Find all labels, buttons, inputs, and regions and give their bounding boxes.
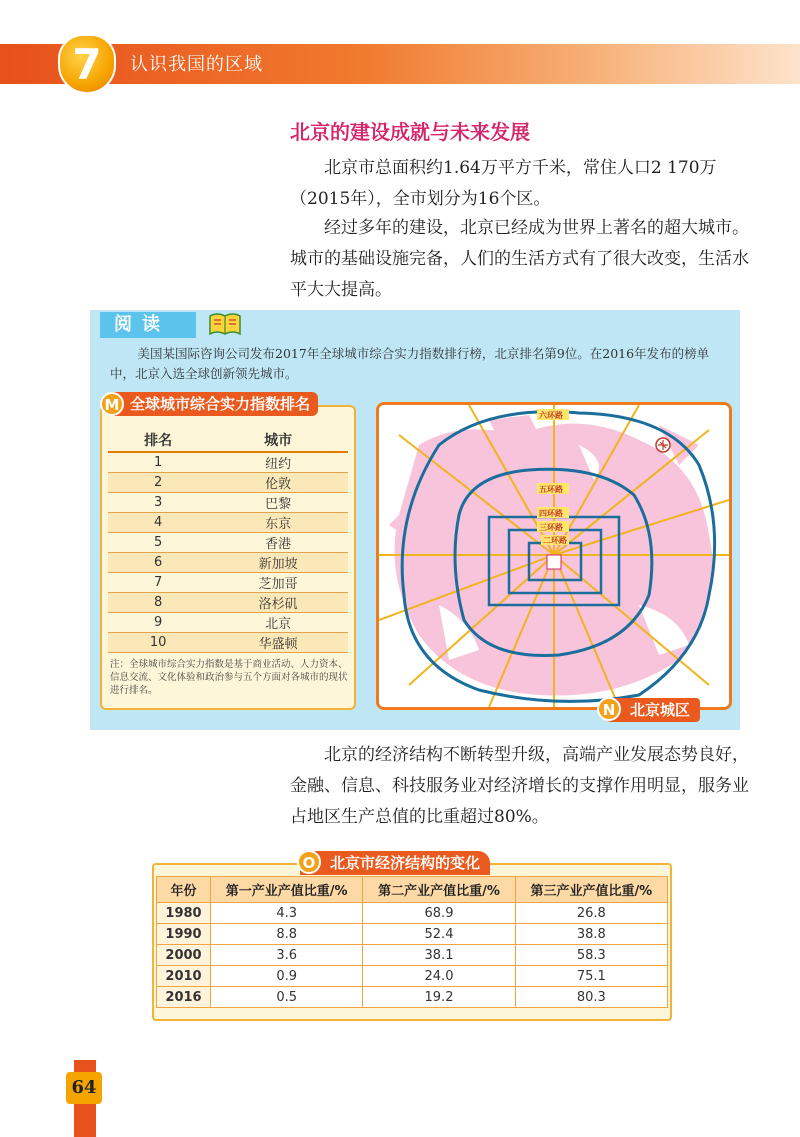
- economy-cell-tertiary: 58.3: [515, 945, 667, 966]
- economy-cell-year: 1980: [157, 903, 211, 924]
- ranking-cell-rank: 3: [108, 493, 208, 513]
- ranking-note: 注：全球城市综合实力指数是基于商业活动、人力资本、信息交流、文化体验和政治参与五个方面对各城市的现状进行排名。: [110, 659, 348, 696]
- economy-cell-primary: 4.3: [211, 903, 363, 924]
- economy-cell-primary: 8.8: [211, 924, 363, 945]
- ranking-title: 全球城市综合实力指数排名: [102, 392, 318, 416]
- economy-cell-tertiary: 26.8: [515, 903, 667, 924]
- ranking-row: [108, 452, 348, 473]
- ranking-row: [108, 633, 348, 653]
- economy-cell-tertiary: 80.3: [515, 987, 667, 1008]
- economy-header-year: 年份: [157, 877, 211, 903]
- ranking-cell-rank: 4: [108, 513, 208, 533]
- ranking-cell-rank: 6: [108, 553, 208, 573]
- ranking-cell-city: 新加坡: [208, 553, 348, 573]
- economy-cell-year: 2010: [157, 966, 211, 987]
- ranking-row: [108, 593, 348, 613]
- map-label-ring5: 五环路: [539, 485, 563, 494]
- ranking-header-city: 城市: [208, 428, 348, 452]
- ranking-badge: M: [100, 392, 124, 416]
- page-number: 64: [66, 1072, 102, 1104]
- ranking-cell-rank: 5: [108, 533, 208, 553]
- ranking-cell-rank: 10: [108, 633, 208, 653]
- economy-cell-tertiary: 75.1: [515, 966, 667, 987]
- ranking-cell-city: 北京: [208, 613, 348, 633]
- map-label-ring4: 四环路: [539, 509, 563, 518]
- book-icon: [208, 312, 242, 336]
- ranking-cell-city: 华盛顿: [208, 633, 348, 653]
- ranking-cell-city: 香港: [208, 533, 348, 553]
- ranking-cell-city: 纽约: [208, 452, 348, 473]
- ranking-row: [108, 533, 348, 553]
- section-title: 北京的建设成就与未来发展: [290, 120, 530, 144]
- economy-table: [156, 876, 668, 1008]
- economy-row: [157, 924, 668, 945]
- economy-header-secondary: 第二产业产值比重/%: [363, 877, 515, 903]
- economy-cell-secondary: 38.1: [363, 945, 515, 966]
- economy-row: [157, 987, 668, 1008]
- reading-text: 美国某国际咨询公司发布2017年全球城市综合实力指数排行榜，北京排名第9位。在2016年发布的榜单中，北京入选全球创新领先城市。: [110, 346, 710, 381]
- economy-header-tertiary: 第三产业产值比重/%: [515, 877, 667, 903]
- ranking-cell-city: 洛杉矶: [208, 593, 348, 613]
- economy-badge: O: [297, 850, 321, 874]
- economy-cell-primary: 0.9: [211, 966, 363, 987]
- ranking-cell-rank: 7: [108, 573, 208, 593]
- ranking-row: [108, 473, 348, 493]
- airport-icon: [656, 438, 670, 452]
- ranking-row: [108, 573, 348, 593]
- chapter-header-band: [0, 44, 800, 84]
- ranking-cell-city: 伦敦: [208, 473, 348, 493]
- ranking-row: [108, 613, 348, 633]
- map-badge: N: [597, 697, 621, 721]
- ranking-cell-city: 芝加哥: [208, 573, 348, 593]
- economy-cell-primary: 0.5: [211, 987, 363, 1008]
- economy-header-primary: 第一产业产值比重/%: [211, 877, 363, 903]
- economy-row: [157, 903, 668, 924]
- map-title: 北京城区: [600, 698, 700, 722]
- chapter-number-badge: 7: [58, 34, 116, 94]
- economy-cell-year: 2000: [157, 945, 211, 966]
- economy-row: [157, 966, 668, 987]
- economy-cell-year: 1990: [157, 924, 211, 945]
- ranking-cell-city: 巴黎: [208, 493, 348, 513]
- city-center: [547, 555, 561, 569]
- economy-cell-secondary: 68.9: [363, 903, 515, 924]
- map-label-ring3: 三环路: [539, 523, 563, 532]
- paragraph-area-population: 北京市总面积约1.64万平方千米，常住人口2 170万（2015年），全市划分为16个区。: [290, 158, 717, 209]
- reading-tab: 阅读: [100, 312, 196, 338]
- ranking-cell-city: 东京: [208, 513, 348, 533]
- ranking-row: [108, 493, 348, 513]
- ranking-cell-rank: 8: [108, 593, 208, 613]
- ranking-table: [108, 428, 348, 653]
- ranking-cell-rank: 9: [108, 613, 208, 633]
- ranking-row: [108, 553, 348, 573]
- map-label-ring2: 二环路: [543, 536, 567, 545]
- ranking-cell-rank: 2: [108, 473, 208, 493]
- economy-title: 北京市经济结构的变化: [300, 851, 490, 875]
- economy-cell-primary: 3.6: [211, 945, 363, 966]
- ranking-header-rank: 排名: [108, 428, 208, 452]
- economy-cell-tertiary: 38.8: [515, 924, 667, 945]
- economy-cell-secondary: 52.4: [363, 924, 515, 945]
- economy-cell-secondary: 19.2: [363, 987, 515, 1008]
- beijing-map: [376, 402, 732, 710]
- ranking-row: [108, 513, 348, 533]
- chapter-title: 认识我国的区域: [130, 54, 263, 75]
- paragraph-economy: 北京的经济结构不断转型升级，高端产业发展态势良好，金融、信息、科技服务业对经济增长的支撑作用明显，服务业占地区生产总值的比重超过80%。: [290, 745, 749, 827]
- economy-row: [157, 945, 668, 966]
- economy-cell-year: 2016: [157, 987, 211, 1008]
- paragraph-megacity: 经过多年的建设，北京已经成为世界上著名的超大城市。城市的基础设施完备，人们的生活方式有了很大改变，生活水平大大提高。: [290, 218, 749, 300]
- economy-cell-secondary: 24.0: [363, 966, 515, 987]
- ranking-cell-rank: 1: [108, 452, 208, 473]
- map-label-ring6: 六环路: [539, 411, 563, 420]
